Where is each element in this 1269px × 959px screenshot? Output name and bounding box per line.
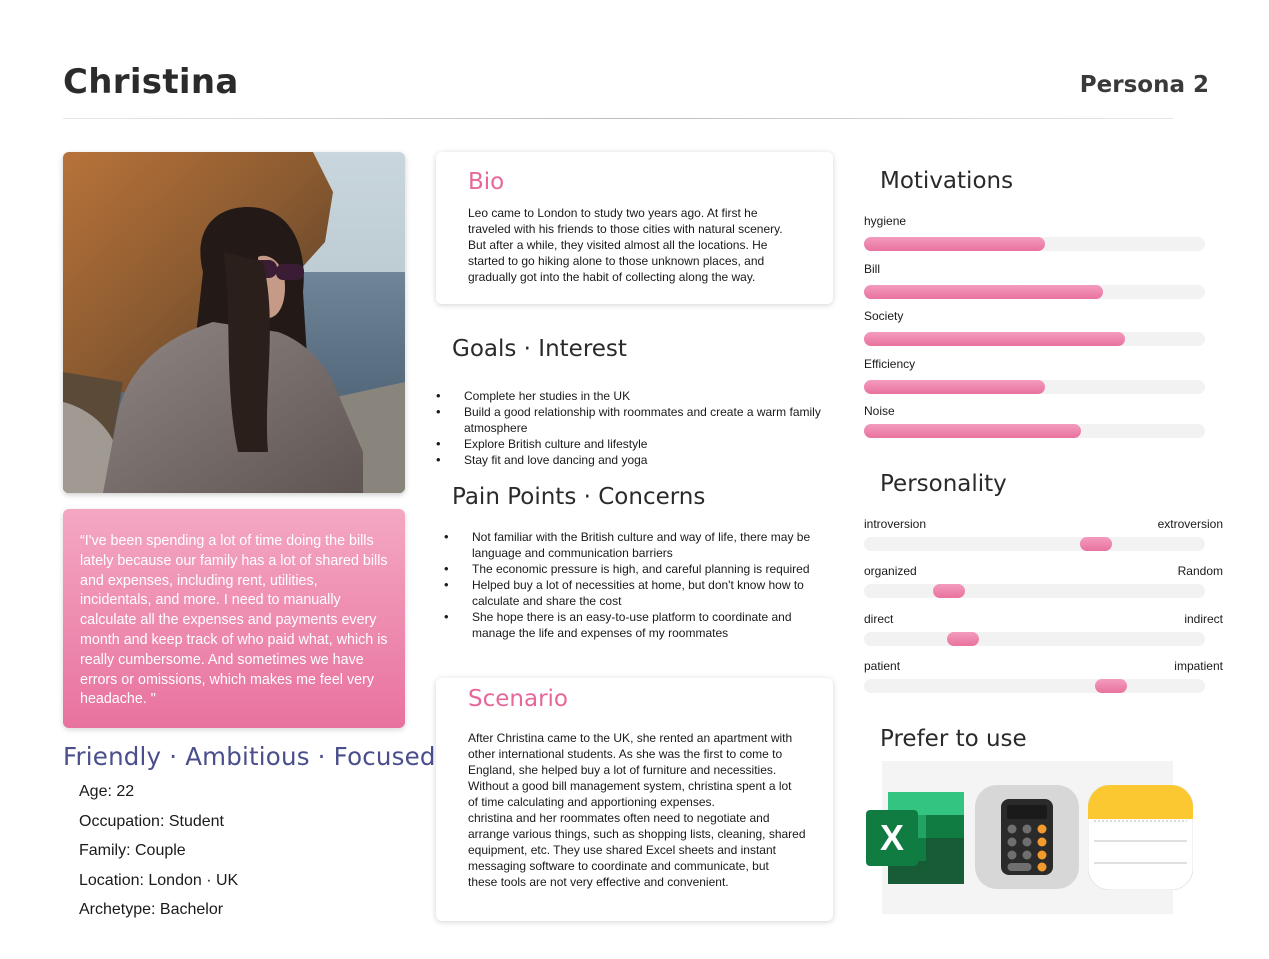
prefer-title: Prefer to use [880, 726, 1027, 752]
persona-quote: “I've been spending a lot of time doing the bills lately because our family has a lot of shared bills and expenses, including rent, utilities, incidentals, and more. I need to manually calculate all the expenses and payments every month and keep track of who paid what, which is really cumbersome. And sometimes we have errors or omissions, which makes me feel very headache. " [80, 533, 388, 708]
pain-list [444, 529, 816, 641]
personality-knob [1080, 537, 1112, 551]
excel-icon [866, 792, 966, 884]
goals-list [436, 388, 831, 468]
personality-slider-introversion [864, 537, 1205, 551]
personality-left-label: organized [864, 564, 917, 578]
persona-name: Christina [63, 62, 239, 102]
list-item: • Explore British culture and lifestyle [436, 436, 831, 452]
persona-number: Persona 2 [1079, 72, 1209, 98]
persona-photo [63, 152, 405, 493]
personality-knob [947, 632, 979, 646]
info-archetype: Archetype: Bachelor [79, 901, 224, 918]
motivation-bar-hygiene [864, 237, 1205, 251]
personality-left-label: introversion [864, 517, 927, 531]
personality-right-label: indirect [1184, 612, 1223, 626]
bio-card [436, 152, 833, 304]
motivation-fill [864, 380, 1045, 394]
scenario-line: christina and her roommates often need to negotiate and [468, 811, 770, 825]
info-location: Location: London · UK [79, 872, 239, 889]
scenario-line: England, she helped buy a lot of furniture and necessities. [468, 763, 777, 777]
header-divider [63, 118, 1173, 119]
motivation-label-efficiency: Efficiency [864, 357, 916, 371]
motivation-label-society: Society [864, 309, 904, 323]
notes-icon [1088, 785, 1193, 890]
scenario-line: of time calculating and apportioning expenses. [468, 795, 715, 809]
motivation-fill [864, 332, 1125, 346]
personality-right-label: Random [1177, 564, 1223, 578]
scenario-text [468, 730, 806, 890]
motivation-fill [864, 237, 1045, 251]
list-item: • Not familiar with the British culture and way of life, there may be language and communication barriers [444, 529, 816, 561]
personality-slider-organized [864, 584, 1205, 598]
list-item: • Stay fit and love dancing and yoga [436, 452, 831, 468]
personality-left-label: direct [864, 612, 894, 626]
info-family: Family: Couple [79, 842, 186, 859]
bio-text [468, 205, 783, 285]
scenario-line: equipment, etc. They use shared Excel sheets and instant [468, 843, 776, 857]
bio-title: Bio [468, 169, 505, 195]
motivation-label-hygiene: hygiene [864, 214, 907, 228]
personality-right-label: extroversion [1157, 517, 1223, 531]
scenario-line: these tools are not very effective and convenient. [468, 875, 729, 889]
motivation-fill [864, 285, 1103, 299]
motivation-fill [864, 424, 1081, 438]
bio-line: But after a while, they visited almost all the locations. He [468, 238, 768, 252]
scenario-line: other international students. As she was the first to come to [468, 747, 783, 761]
scenario-card [436, 678, 833, 921]
scenario-title: Scenario [468, 686, 568, 712]
excel-letter: X [879, 817, 905, 858]
motivations-title: Motivations [880, 168, 1014, 194]
list-item: • Complete her studies in the UK [436, 388, 831, 404]
motivation-bar-society [864, 332, 1205, 346]
personality-knob [933, 584, 965, 598]
scenario-line: Without a good bill management system, christina spent a lot [468, 779, 792, 793]
personality-slider-patient [864, 679, 1205, 693]
scenario-line: After Christina came to the UK, she rented an apartment with [468, 731, 793, 745]
motivation-bar-noise [864, 424, 1205, 438]
personality-title: Personality [880, 471, 1007, 497]
motivation-label-bill: Bill [864, 262, 881, 276]
personality-slider-direct [864, 632, 1205, 646]
info-age: Age: 22 [79, 783, 135, 800]
scenario-line: arrange various things, such as shopping lists, cleaning, shared [468, 827, 806, 841]
motivation-bar-bill [864, 285, 1205, 299]
motivation-label-noise: Noise [864, 404, 895, 418]
goals-title: Goals · Interest [452, 336, 627, 362]
persona-quote-card [63, 509, 405, 728]
bio-line: gradually got into the habit of collecting along the way. [468, 270, 756, 284]
list-item: • The economic pressure is high, and careful planning is required [444, 561, 816, 577]
bio-line: Leo came to London to study two years ago. At first he [468, 206, 758, 220]
list-item: • Helped buy a lot of necessities at home, but don't know how to calculate and share the cost [444, 577, 816, 609]
list-item: • Build a good relationship with roommates and create a warm family atmosphere [436, 404, 831, 436]
bio-line: traveled with his friends to those cities with natural scenery. [468, 222, 783, 236]
info-occupation: Occupation: Student [79, 813, 224, 830]
calculator-icon [975, 785, 1079, 889]
list-item: • She hope there is an easy-to-use platform to coordinate and manage the life and expenses of my roommates [444, 609, 816, 641]
scenario-line: messaging software to coordinate and communicate, but [468, 859, 769, 873]
pain-title: Pain Points · Concerns [452, 484, 706, 510]
persona-traits: Friendly · Ambitious · Focused [63, 742, 436, 771]
personality-right-label: impatient [1174, 659, 1223, 673]
bio-line: started to go hiking alone to those unknown places, and [468, 254, 765, 268]
motivation-bar-efficiency [864, 380, 1205, 394]
personality-knob [1095, 679, 1127, 693]
personality-left-label: patient [864, 659, 901, 673]
